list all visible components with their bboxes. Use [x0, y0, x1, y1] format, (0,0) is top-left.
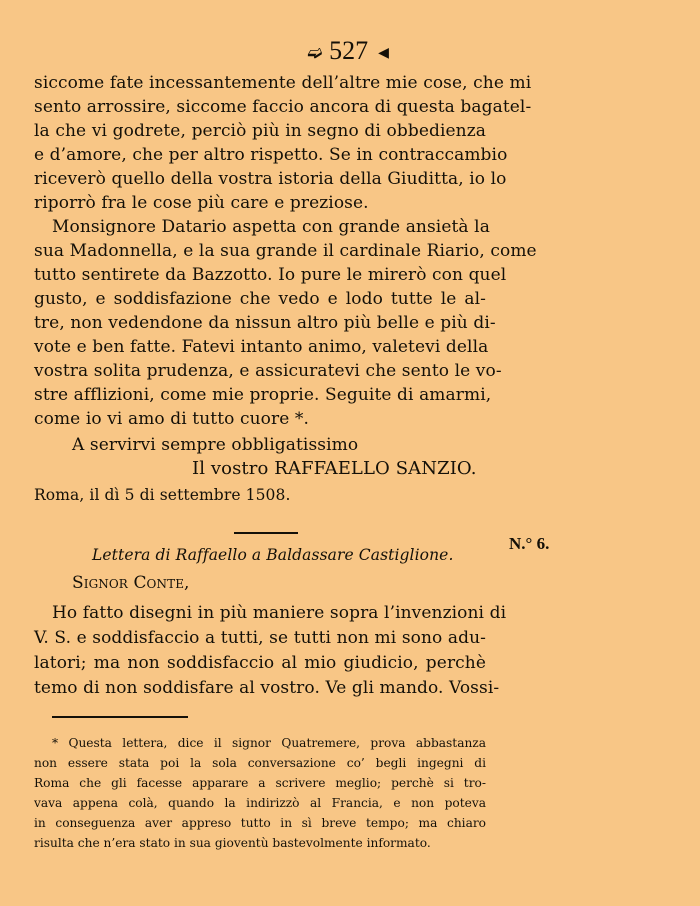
letter-number: N.° 6. [509, 534, 550, 553]
footnote-line: * Questa lettera, dice il signor Quatremere, prova abbastanza [52, 736, 486, 750]
body-line: come io vi amo di tutto cuore *. [34, 409, 309, 429]
section-divider [234, 532, 298, 534]
page-number [0, 36, 700, 66]
letter-line: V. S. e soddisfaccio a tutti, se tutti non mi sono adu- [34, 628, 486, 648]
body-line: tre, non vedendone da nissun altro più belle e più di- [34, 313, 496, 333]
closing-line: A servirvi sempre obbligatissimo [72, 435, 359, 455]
body-line: la che vi godrete, perciò più in segno di obbedienza [34, 121, 486, 141]
body-line: e d’amore, che per altro rispetto. Se in contraccambio [34, 145, 508, 165]
body-line: vostra solita prudenza, e assicuratevi che sento le vo- [34, 361, 502, 381]
footnote-line: Roma che gli facesse apparare a scrivere meglio; perchè si tro- [34, 776, 486, 790]
page-number-value: 527 [329, 36, 369, 65]
signature: Il vostro RAFFAELLO SANZIO. [192, 458, 477, 479]
footnote-line: risulta che n’era stato in sua gioventù bastevolmente informato. [34, 836, 431, 850]
body-line: riceverò quello della vostra istoria della Giuditta, io lo [34, 169, 507, 189]
left-ornament-icon: ➫ [307, 42, 323, 63]
body-line: riporrò fra le cose più care e preziose. [34, 193, 369, 213]
letter-line: latori; ma non soddisfaccio al mio giudicio, perchè [34, 653, 486, 673]
body-line: siccome fate incessantemente dell’altre mie cose, che mi [34, 73, 532, 93]
body-line: tutto sentirete da Bazzotto. Io pure le mirerò con quel [34, 265, 507, 285]
footnote-divider [52, 716, 188, 718]
letter-heading: Lettera di Raffaello a Baldassare Castiglione. [92, 546, 454, 564]
body-line: gusto, e soddisfazione che vedo e lodo tutte le al- [34, 289, 486, 309]
letter-line: Ho fatto disegni in più maniere sopra l’invenzioni di [52, 603, 507, 623]
body-line: sento arrossire, siccome faccio ancora di questa bagatel- [34, 97, 532, 117]
right-ornament-icon: ◄ [374, 42, 393, 63]
dateline: Roma, il dì 5 di settembre 1508. [34, 486, 291, 504]
body-line: vote e ben fatte. Fatevi intanto animo, valetevi della [34, 337, 489, 357]
footnote-line: vava appena colà, quando la indirizzò al Francia, e non poteva [34, 796, 486, 810]
letter-line: temo di non soddisfare al vostro. Ve gli mando. Vossi- [34, 678, 500, 698]
salutation: Signor Conte, [72, 573, 190, 593]
footnote-line: in conseguenza aver appreso tutto in sì breve tempo; ma chiaro [34, 816, 486, 830]
footnote-line: non essere stata poi la sola conversazione co’ begli ingegni di [34, 756, 486, 770]
body-line: stre afflizioni, come mie proprie. Seguite di amarmi, [34, 385, 492, 405]
body-line: sua Madonnella, e la sua grande il cardinale Riario, come [34, 241, 537, 261]
body-line: Monsignore Datario aspetta con grande ansietà la [52, 217, 490, 237]
